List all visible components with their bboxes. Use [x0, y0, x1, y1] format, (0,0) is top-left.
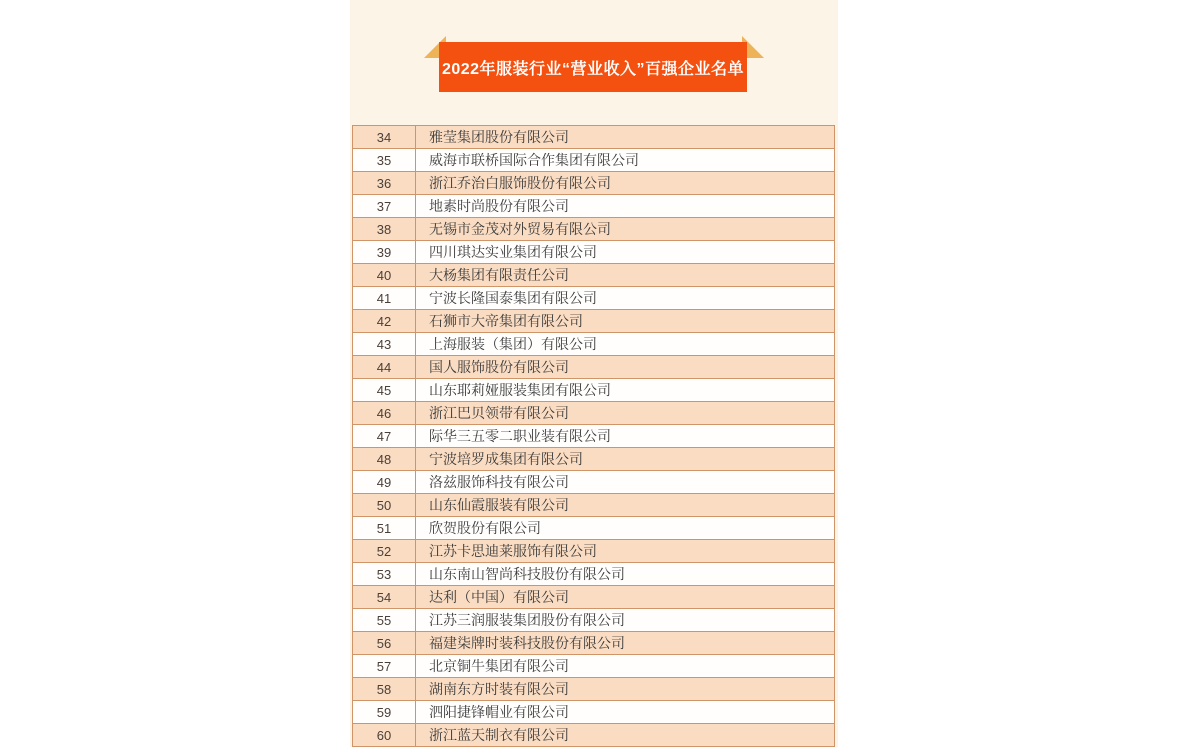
rank-cell: 56 [353, 632, 416, 654]
rank-cell: 59 [353, 701, 416, 723]
table-row [353, 724, 834, 747]
table-row [353, 149, 834, 172]
rank-cell: 49 [353, 471, 416, 493]
company-name-cell: 江苏三润服装集团股份有限公司 [429, 612, 625, 628]
table-row [353, 356, 834, 379]
rank-cell: 43 [353, 333, 416, 355]
rank-cell: 53 [353, 563, 416, 585]
company-name-cell: 山东南山智尚科技股份有限公司 [429, 566, 625, 582]
company-name-cell: 湖南东方时装有限公司 [429, 681, 569, 697]
table-row [353, 448, 834, 471]
table-row [353, 333, 834, 356]
company-name-cell: 国人服饰股份有限公司 [429, 359, 569, 375]
rank-cell: 35 [353, 149, 416, 171]
company-name-cell: 际华三五零二职业装有限公司 [429, 428, 611, 444]
table-row [353, 586, 834, 609]
company-name-cell: 石狮市大帝集团有限公司 [429, 313, 583, 329]
company-name-cell: 北京铜牛集团有限公司 [429, 658, 569, 674]
table-row [353, 517, 834, 540]
company-name-cell: 欣贺股份有限公司 [429, 520, 541, 536]
company-name-cell: 上海服装（集团）有限公司 [429, 336, 597, 352]
rank-cell: 60 [353, 724, 416, 746]
title-banner [439, 42, 747, 92]
table-row [353, 264, 834, 287]
rank-cell: 38 [353, 218, 416, 240]
page-title: 2022年服装行业“营业收入”百强企业名单 [441, 60, 745, 78]
table-row [353, 655, 834, 678]
company-name-cell: 宁波培罗成集团有限公司 [429, 451, 583, 467]
rank-cell: 42 [353, 310, 416, 332]
table-row [353, 563, 834, 586]
rank-cell: 47 [353, 425, 416, 447]
rank-cell: 52 [353, 540, 416, 562]
company-name-cell: 江苏卡思迪莱服饰有限公司 [429, 543, 597, 559]
table-row [353, 241, 834, 264]
company-name-cell: 泗阳捷锋帽业有限公司 [429, 704, 569, 720]
table-row [353, 402, 834, 425]
company-name-cell: 达利（中国）有限公司 [429, 589, 569, 605]
ranking-table [352, 125, 835, 747]
rank-cell: 45 [353, 379, 416, 401]
company-name-cell: 浙江乔治白服饰股份有限公司 [429, 175, 611, 191]
company-name-cell: 大杨集团有限责任公司 [429, 267, 569, 283]
rank-cell: 48 [353, 448, 416, 470]
table-row [353, 701, 834, 724]
rank-cell: 40 [353, 264, 416, 286]
rank-cell: 36 [353, 172, 416, 194]
company-name-cell: 洛兹服饰科技有限公司 [429, 474, 569, 490]
company-name-cell: 威海市联桥国际合作集团有限公司 [429, 152, 639, 168]
company-name-cell: 雅莹集团股份有限公司 [429, 129, 569, 145]
company-name-cell: 山东仙霞服装有限公司 [429, 497, 569, 513]
table-row [353, 126, 834, 149]
rank-cell: 39 [353, 241, 416, 263]
table-row [353, 494, 834, 517]
table-row [353, 310, 834, 333]
rank-cell: 54 [353, 586, 416, 608]
rank-cell: 46 [353, 402, 416, 424]
table-row [353, 425, 834, 448]
company-name-cell: 宁波长隆国泰集团有限公司 [429, 290, 597, 306]
rank-cell: 50 [353, 494, 416, 516]
rank-cell: 58 [353, 678, 416, 700]
table-row [353, 379, 834, 402]
table-row [353, 195, 834, 218]
table-row [353, 632, 834, 655]
rank-cell: 41 [353, 287, 416, 309]
company-name-cell: 四川琪达实业集团有限公司 [429, 244, 597, 260]
company-name-cell: 山东耶莉娅服装集团有限公司 [429, 382, 611, 398]
rank-cell: 57 [353, 655, 416, 677]
article-content [350, 0, 838, 747]
table-row [353, 471, 834, 494]
table-row [353, 287, 834, 310]
table-row [353, 218, 834, 241]
company-name-cell: 福建柒牌时装科技股份有限公司 [429, 635, 625, 651]
rank-cell: 44 [353, 356, 416, 378]
rank-cell: 37 [353, 195, 416, 217]
table-row [353, 678, 834, 701]
table-row [353, 172, 834, 195]
table-row [353, 609, 834, 632]
company-name-cell: 浙江巴贝领带有限公司 [429, 405, 569, 421]
table-row [353, 540, 834, 563]
rank-cell: 55 [353, 609, 416, 631]
rank-cell: 51 [353, 517, 416, 539]
rank-cell: 34 [353, 126, 416, 148]
company-name-cell: 浙江蓝天制衣有限公司 [429, 727, 569, 743]
company-name-cell: 无锡市金茂对外贸易有限公司 [429, 221, 611, 237]
company-name-cell: 地素时尚股份有限公司 [429, 198, 569, 214]
